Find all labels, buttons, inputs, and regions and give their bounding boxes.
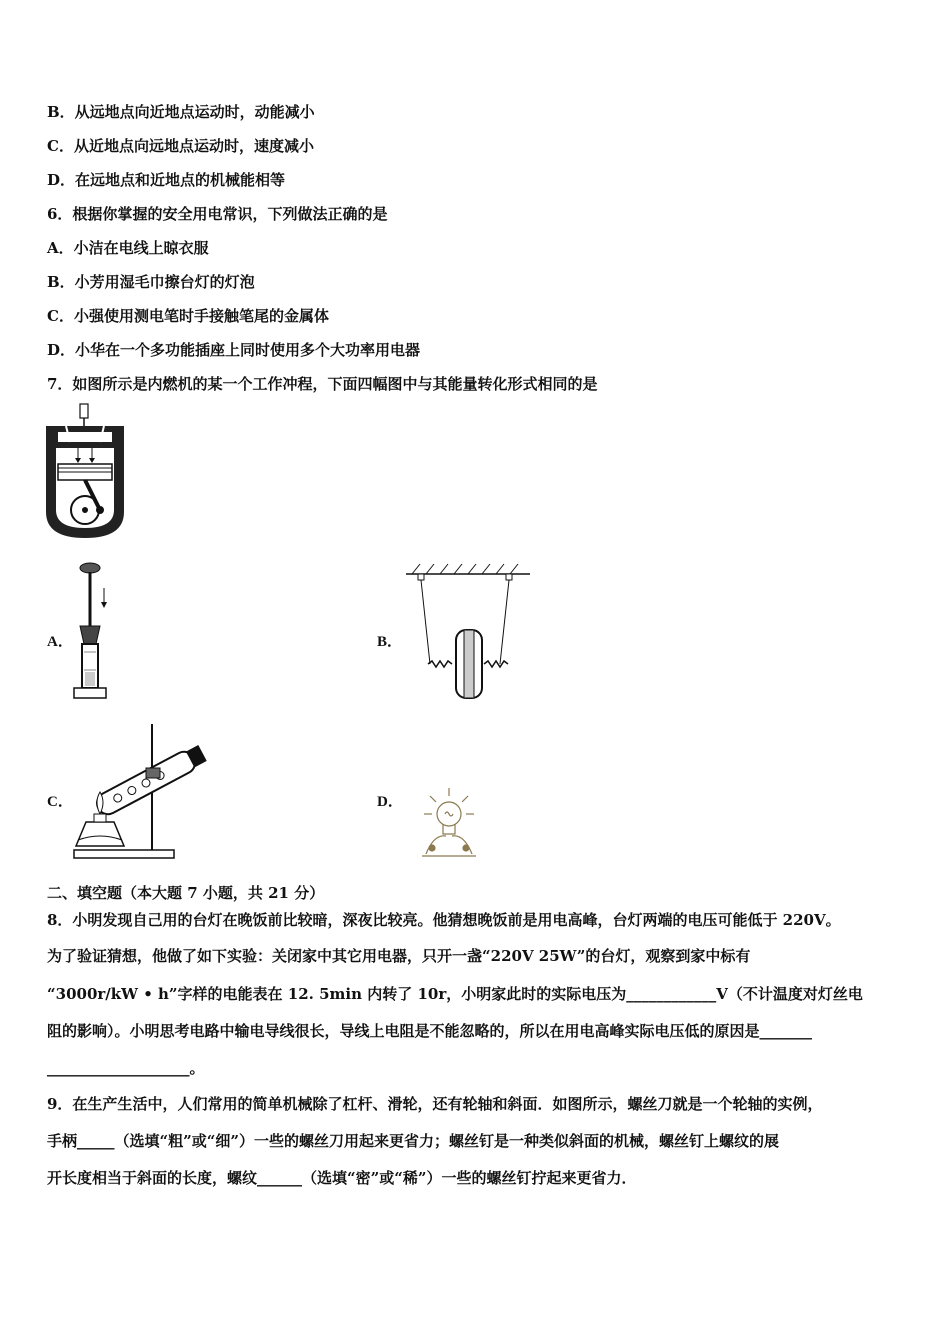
q5-option-c: C．从近地点向远地点运动时，速度减小 — [47, 137, 314, 155]
q9-line-2: 手柄_____（选填“粗”或“细”）一些的螺丝刀用起来更省力；螺丝钉是一种类似斜面的机械，螺丝钉上螺纹的展 — [47, 1132, 780, 1150]
q5-option-b: B．从远地点向近地点运动时，动能减小 — [47, 103, 315, 121]
q5-option-d: D．在远地点和近地点的机械能相等 — [47, 171, 286, 189]
q6-option-c: C．小强使用测电笔时手接触笔尾的金属体 — [47, 307, 329, 325]
test-tube-heating-figure — [70, 722, 215, 862]
q6-option-d: D．小华在一个多功能插座上同时使用多个大功率用电器 — [47, 341, 421, 359]
q8-line-4: 阻的影响）。小明思考电路中输电导线很长，导线上电阻是不能忽略的，所以在用电高峰实际电压低的原因是_______ — [47, 1022, 813, 1040]
q6-option-a: A．小洁在电线上晾衣服 — [47, 239, 209, 257]
q9-line-3: 开长度相当于斜面的长度，螺纹______（选填“密”或“稀”）一些的螺丝钉拧起来更省力． — [47, 1169, 637, 1187]
engine-stroke-figure — [40, 402, 130, 542]
maxwell-pendulum-figure — [402, 560, 534, 702]
q7-option-d-label: D． — [377, 794, 403, 810]
q8-line-2: 为了验证猜想，他做了如下实验：关闭家中其它用电器，只开一盏“220V 25W”的台灯，观察到家中标有 — [47, 947, 751, 965]
q7-stem: 7．如图所示是内燃机的某一个工作冲程，下面四幅图中与其能量转化形式相同的是 — [47, 375, 598, 393]
q7-option-a-label: A． — [47, 634, 73, 650]
light-bulb-figure — [416, 784, 482, 860]
q6-stem: 6．根据你掌握的安全用电常识，下列做法正确的是 — [47, 205, 388, 223]
section-2-title: 二、填空题（本大题 7 小题，共 21 分） — [47, 884, 325, 902]
q8-line-5: ___________________。 — [47, 1059, 205, 1077]
air-compression-syringe-figure — [66, 560, 116, 702]
q7-option-b-label: B． — [377, 634, 403, 650]
q8-line-3: “3000r/kW • h”字样的电能表在 12. 5min 内转了 10r，小明家此时的实际电压为____________V（不计温度对灯丝电 — [47, 985, 863, 1003]
q8-line-1: 8．小明发现自己用的台灯在晚饭前比较暗，深夜比较亮。他猜想晚饭前是用电高峰，台灯两端的电压可能低于 220V。 — [47, 911, 841, 929]
q9-line-1: 9．在生产生活中，人们常用的简单机械除了杠杆、滑轮，还有轮轴和斜面．如图所示，螺丝刀就是一个轮轴的实例， — [47, 1095, 823, 1113]
q7-option-c-label: C． — [47, 794, 73, 810]
q6-option-b: B．小芳用湿毛巾擦台灯的灯泡 — [47, 273, 255, 291]
